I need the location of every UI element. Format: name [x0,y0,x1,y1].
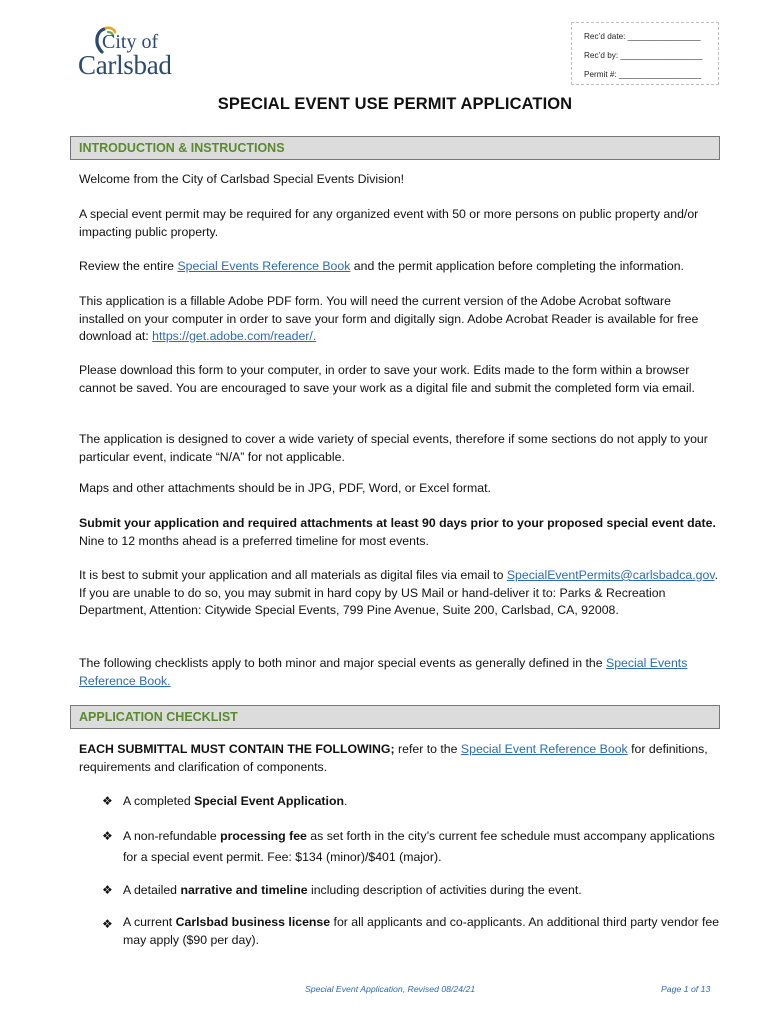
intro-email [79,567,719,620]
reference-book-link-2[interactable]: Special Events Reference Book. [79,656,688,688]
item-text: for all applicants and co-applicants. An additional third party vendor fee may apply ($90 per day). [123,915,720,947]
intro-na: The application is designed to cover a wide variety of special events, therefore if some sections do not apply to your particular event, indicate “N/A” for not applicable. [79,432,708,464]
email-text-post: . If you are unable to do so, you may submit in hard copy by US Mail or hand-deliver it to: Parks & Recreation Department, Attention: Citywide Special Events, 799 Pine Avenue, Suite 200, Carlsbad, CA, 92008. [79,568,719,617]
diamond-bullet-icon: ❖ [102,917,113,931]
diamond-bullet-icon: ❖ [102,829,113,843]
intro-download: Please download this form to your computer, in order to save your work. Edits made to the form within a browser cannot be saved. You are encouraged to save your work as a digital file and submit the completed form via email. [79,363,695,395]
item-text: . [343,794,348,808]
item-text: as set forth in the city’s current fee schedule must accompany applications for a special event permit. Fee: $134 (minor)/$401 (major). [123,829,715,864]
checklist-item [102,826,722,868]
intro-review [79,258,719,276]
fillable-text: This application is a fillable Adobe PDF form. You will need the current version of the Adobe Acrobat software installed on your computer in order to save your form and digitally sign. Adobe Acrobat Reader is available for free download at: [79,294,699,343]
submit-deadline-bold: Submit your application and required attachments at least 90 days prior to your proposed special event date. [79,516,716,530]
recd-by-line: Rec’d by: __________________ [584,51,703,60]
review-text-pre: Review the entire [79,259,178,273]
office-use-box [571,22,719,85]
intro-checklists [79,655,719,690]
city-logo [76,22,196,80]
item-text: A current [123,915,176,929]
intro-fillable [79,293,719,346]
footer-revision: Special Event Application, Revised 08/24/21 [305,984,476,994]
intro-maps: Maps and other attachments should be in JPG, PDF, Word, or Excel format. [79,481,491,495]
item-text: A completed [123,794,195,808]
email-link[interactable]: SpecialEventPermits@carlsbadca.gov [506,568,715,582]
section-header-intro: INTRODUCTION & INSTRUCTIONS [70,136,720,160]
footer-page-number: Page 1 of 13 [661,984,711,994]
item-bold: Carlsbad business license [175,915,331,929]
adobe-reader-link[interactable]: https://get.adobe.com/reader/. [152,329,317,343]
item-text: A detailed [123,883,181,897]
page-title: SPECIAL EVENT USE PERMIT APPLICATION [217,95,573,113]
diamond-bullet-icon: ❖ [102,794,113,808]
permit-number-line: Permit #: __________________ [584,70,701,79]
intro-permit-required: A special event permit may be required for any organized event with 50 or more persons on public property and/or impacting public property. [79,207,699,239]
section-header-checklist: APPLICATION CHECKLIST [70,705,720,729]
event-reference-book-link[interactable]: Special Event Reference Book [460,742,628,756]
diamond-bullet-icon: ❖ [102,883,113,897]
checklist-lead [79,741,719,776]
checklist-item [102,914,722,949]
item-bold: processing fee [220,829,307,843]
recd-date-line: Rec’d date: ________________ [584,32,701,41]
item-bold: Special Event Application [194,794,344,808]
item-text: including description of activities during the event. [307,883,582,897]
item-bold: narrative and timeline [180,883,308,897]
checklist-lead-mid: refer to the [394,742,461,756]
logo-text-carlsbad: Carlsbad [78,50,172,80]
intro-welcome: Welcome from the City of Carlsbad Special Events Division! [79,172,405,186]
checklist-lead-bold: EACH SUBMITTAL MUST CONTAIN THE FOLLOWING; [79,742,395,756]
submit-deadline-rest: Nine to 12 months ahead is a preferred timeline for most events. [79,533,429,548]
intro-submit-deadline [79,515,719,550]
checklist-item [102,791,722,812]
checklist-lead-post: for definitions, requirements and clarification of components. [79,742,708,774]
review-text-post: and the permit application before completing the information. [350,259,684,273]
logo-text-city-of: City of [102,31,159,53]
email-text-pre: It is best to submit your application and all materials as digital files via email to [79,568,507,582]
checklist-item [102,880,722,901]
reference-book-link[interactable]: Special Events Reference Book [177,259,351,273]
checklists-text: The following checklists apply to both minor and major special events as generally defined in the [79,656,607,670]
item-text: A non-refundable [123,829,221,843]
